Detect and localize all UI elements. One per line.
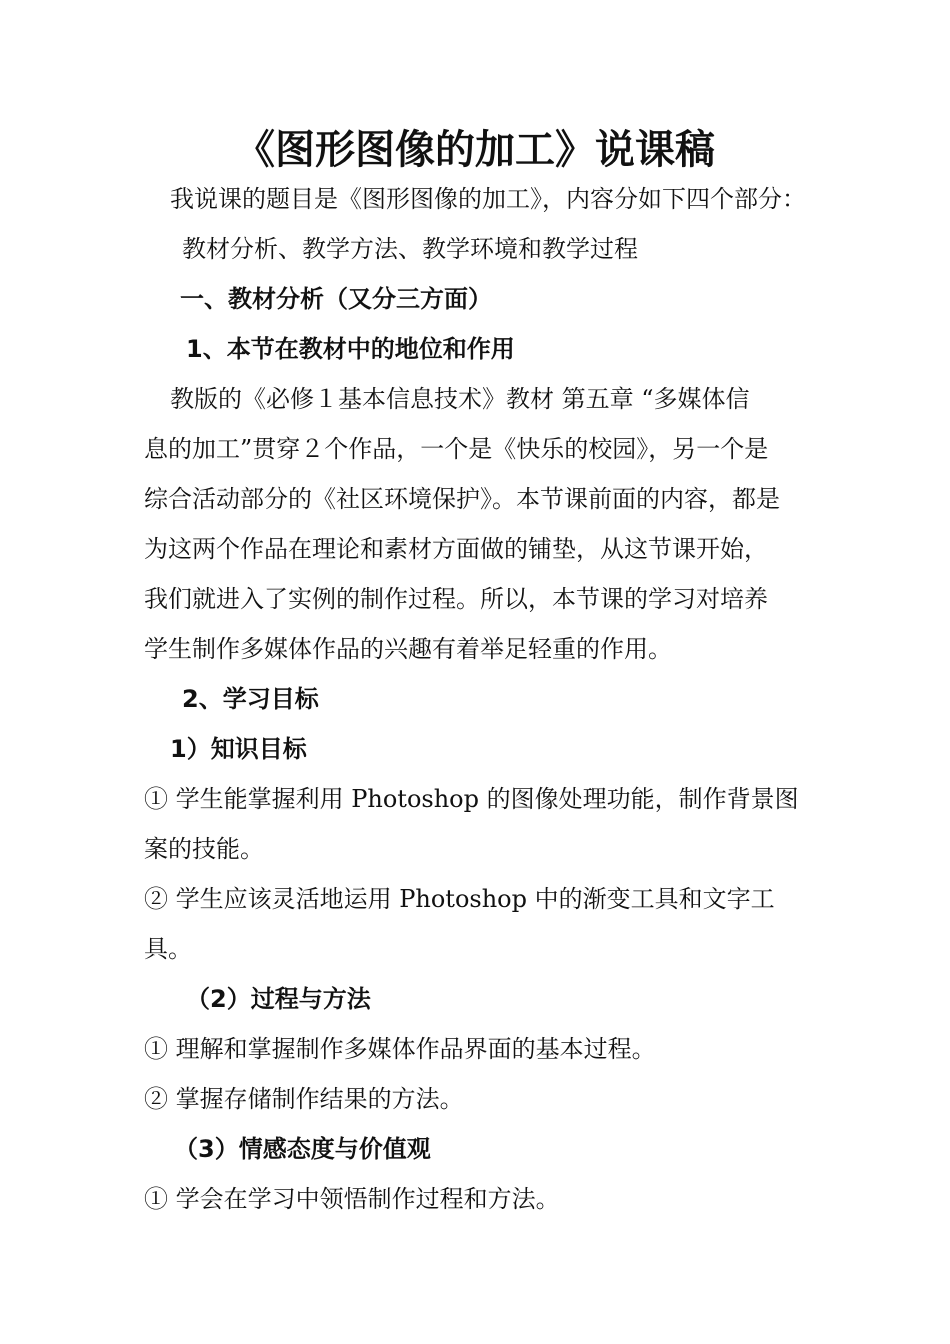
subsection-2-heading: 2、学习目标 <box>182 685 319 713</box>
knowledge-goal-1-line-1: ① 学生能掌握利用 Photoshop 的图像处理功能，制作背景图 <box>144 785 799 813</box>
knowledge-goal-2-line-2: 具。 <box>144 935 192 963</box>
document-title: 《图形图像的加工》说课稿 <box>235 127 715 173</box>
section-1-heading: 一、教材分析（又分三方面） <box>180 285 492 313</box>
paragraph-1-line-6: 学生制作多媒体作品的兴趣有着举足轻重的作用。 <box>144 635 672 663</box>
paragraph-1-line-5: 我们就进入了实例的制作过程。所以，本节课的学习对培养 <box>144 585 768 613</box>
intro-line-1: 我说课的题目是《图形图像的加工》，内容分如下四个部分： <box>170 185 806 213</box>
attitude-goal-1: ① 学会在学习中领悟制作过程和方法。 <box>144 1185 560 1213</box>
process-goal-1: ① 理解和掌握制作多媒体作品界面的基本过程。 <box>144 1035 656 1063</box>
knowledge-goal-2-line-1: ② 学生应该灵活地运用 Photoshop 中的渐变工具和文字工 <box>144 885 775 913</box>
paragraph-1-line-3: 综合活动部分的《社区环境保护》。本节课前面的内容，都是 <box>144 485 780 513</box>
subsection-1-heading: 1、本节在教材中的地位和作用 <box>186 335 515 363</box>
knowledge-goal-heading: 1）知识目标 <box>170 735 307 763</box>
paragraph-1-line-4: 为这两个作品在理论和素材方面做的铺垫，从这节课开始， <box>144 535 768 563</box>
intro-line-2: 教材分析、教学方法、教学环境和教学过程 <box>182 235 638 263</box>
paragraph-1-line-2: 息的加工”贯穿２个作品，一个是《快乐的校园》，另一个是 <box>144 435 769 463</box>
attitude-goal-heading: （3）情感态度与价值观 <box>174 1135 431 1163</box>
process-goal-2: ② 掌握存储制作结果的方法。 <box>144 1085 464 1113</box>
paragraph-1-line-1: 教版的《必修１基本信息技术》教材 第五章 “多媒体信 <box>170 385 750 413</box>
knowledge-goal-1-line-2: 案的技能。 <box>144 835 264 863</box>
process-goal-heading: （2）过程与方法 <box>186 985 371 1013</box>
